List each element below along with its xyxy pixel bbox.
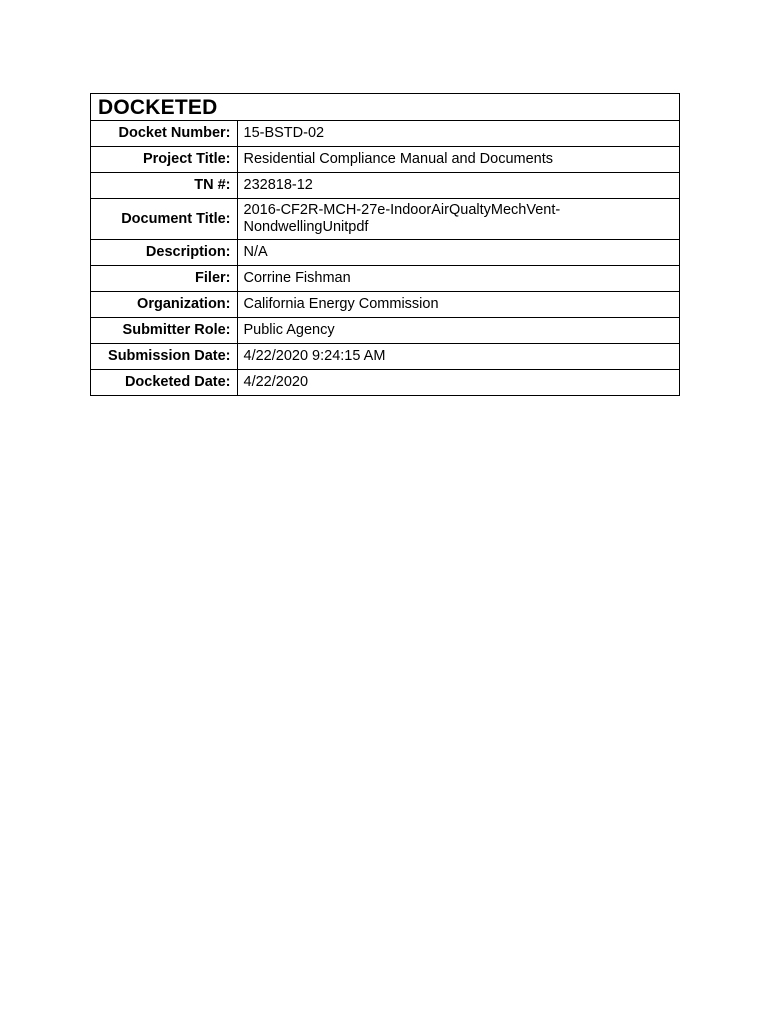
docket-number-value: 15-BSTD-02 [243, 125, 325, 141]
organization-value: California Energy Commission [237, 292, 679, 318]
row-docketed-date [91, 370, 679, 396]
tn-number-label: TN #: [91, 173, 237, 199]
organization-label: Organization: [91, 292, 237, 318]
docketed-heading: DOCKETED [91, 94, 679, 121]
row-description [91, 240, 679, 266]
submitter-role-value: Public Agency [237, 318, 679, 344]
row-submission-date [91, 344, 679, 370]
row-organization [91, 292, 679, 318]
description-value: N/A [237, 240, 679, 266]
row-tn-number [91, 173, 679, 199]
row-project-title [91, 147, 679, 173]
row-docket-number [91, 121, 679, 147]
row-submitter-role [91, 318, 679, 344]
tn-number-value: 232818-12 [237, 173, 679, 199]
project-title-value: Residential Compliance Manual and Documents [237, 147, 679, 173]
docket-cover-box [90, 93, 680, 396]
docket-info-table [91, 121, 679, 395]
submission-date-label: Submission Date: [91, 344, 237, 370]
row-document-title [91, 199, 679, 240]
submission-date-value: 4/22/2020 9:24:15 AM [237, 344, 679, 370]
filer-value: Corrine Fishman [237, 266, 679, 292]
description-label: Description: [91, 240, 237, 266]
docketed-date-label: Docketed Date: [91, 370, 237, 396]
document-title-label: Document Title: [91, 199, 237, 240]
docketed-date-value: 4/22/2020 [237, 370, 679, 396]
document-title-value: 2016-CF2R-MCH-27e-IndoorAirQualtyMechVent-NondwellingUnitpdf [237, 199, 679, 240]
row-filer [91, 266, 679, 292]
project-title-label: Project Title: [91, 147, 237, 173]
docket-number-label: Docket Number: [91, 121, 237, 147]
submitter-role-label: Submitter Role: [91, 318, 237, 344]
filer-label: Filer: [91, 266, 237, 292]
